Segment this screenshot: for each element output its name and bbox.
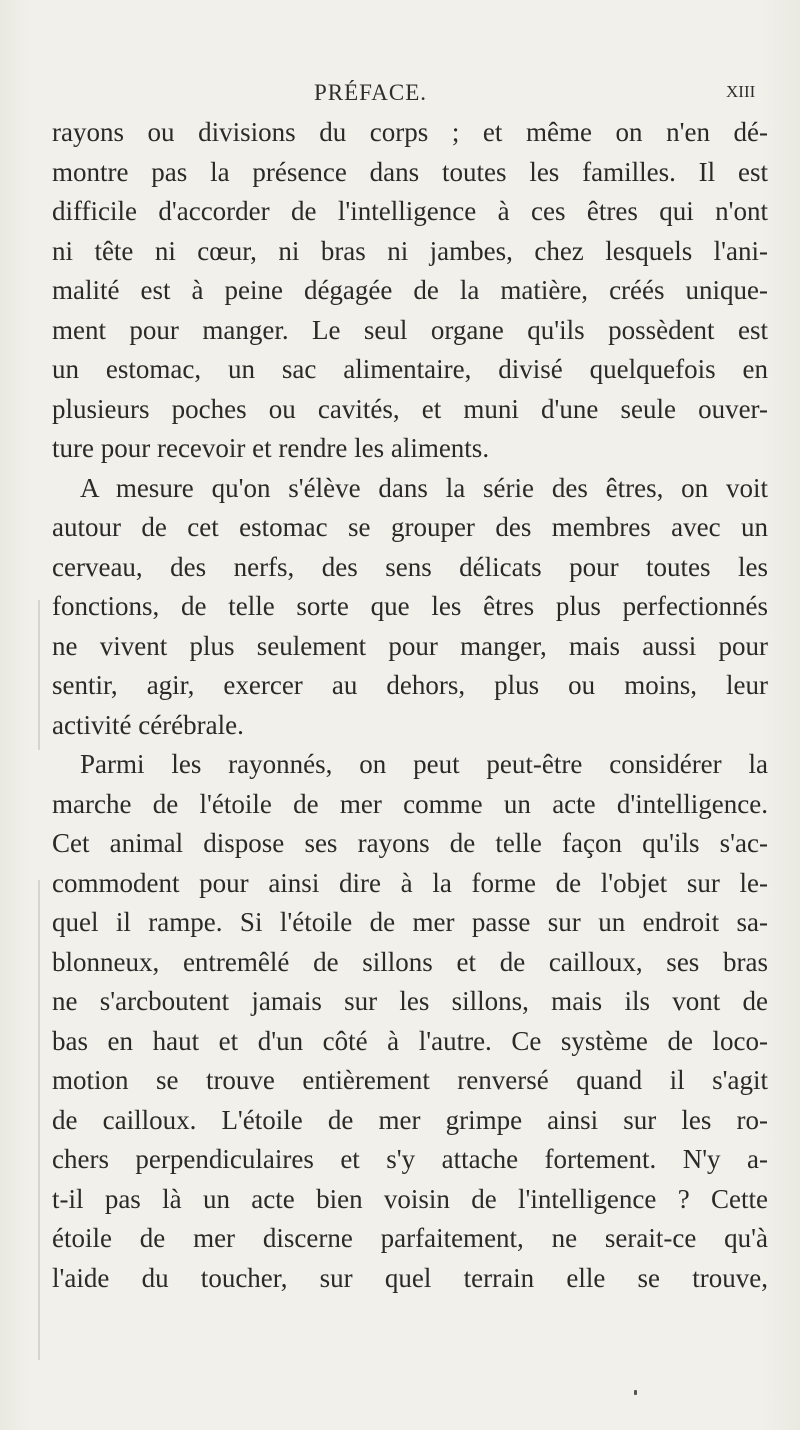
running-head	[0, 80, 800, 110]
text-line: malité est à peine dégagée de la matière, créés unique-	[52, 275, 768, 305]
text-line: étoile de mer discerne parfaitement, ne serait-ce qu'à	[52, 1223, 768, 1253]
page-number: XIII	[726, 82, 756, 101]
margin-shadow	[38, 600, 40, 750]
print-speck	[634, 1390, 637, 1395]
text-line: ture pour recevoir et rendre les aliments.	[52, 433, 490, 463]
page-title: PRÉFACE.	[314, 80, 428, 105]
text-line: commodent pour ainsi dire à la forme de l'objet sur le-	[52, 867, 768, 898]
text-line: rayons ou divisions du corps ; et même on n'en dé-	[52, 117, 768, 147]
text-line: sentir, agir, exercer au dehors, plus ou moins, leur	[52, 670, 768, 700]
text-line: activité cérébrale.	[52, 709, 244, 740]
text-line: Cet animal dispose ses rayons de telle façon qu'ils s'ac-	[52, 828, 768, 858]
text-line: un estomac, un sac alimentaire, divisé quelquefois en	[52, 354, 768, 384]
text-line: l'aide du toucher, sur quel terrain elle se trouve,	[52, 1262, 768, 1293]
text-line: cerveau, des nerfs, des sens délicats pour toutes les	[52, 551, 768, 582]
text-line: bas en haut et d'un côté à l'autre. Ce système de loco-	[52, 1025, 768, 1056]
body-text	[52, 113, 768, 1298]
text-line: ne vivent plus seulement pour manger, mais aussi pour	[52, 630, 768, 661]
text-line: quel il rampe. Si l'étoile de mer passe sur un endroit sa-	[52, 907, 768, 937]
text-line: fonctions, de telle sorte que les êtres plus perfectionnés	[52, 591, 768, 621]
text-line: ne s'arcboutent jamais sur les sillons, mais ils vont de	[52, 986, 768, 1016]
margin-shadow	[38, 880, 40, 1360]
text-line: ment pour manger. Le seul organe qu'ils possèdent est	[52, 314, 768, 345]
text-line: ni tête ni cœur, ni bras ni jambes, chez lesquels l'ani-	[52, 235, 768, 266]
text-line: t-il pas là un acte bien voisin de l'intelligence ? Cette	[52, 1183, 768, 1214]
text-line: montre pas la présence dans toutes les familles. Il est	[52, 156, 768, 187]
text-line: chers perpendiculaires et s'y attache fortement. N'y a-	[52, 1144, 768, 1174]
text-line: motion se trouve entièrement renversé quand il s'agit	[52, 1065, 768, 1095]
text-line: A mesure qu'on s'élève dans la série des êtres, on voit	[80, 472, 768, 503]
text-line: marche de l'étoile de mer comme un acte d'intelligence.	[52, 788, 768, 819]
text-line: plusieurs poches ou cavités, et muni d'une seule ouver-	[52, 393, 768, 424]
text-line: de cailloux. L'étoile de mer grimpe ainsi sur les ro-	[52, 1104, 768, 1135]
text-line: Parmi les rayonnés, on peut peut-être considérer la	[80, 749, 768, 779]
text-line: blonneux, entremêlé de sillons et de cailloux, ses bras	[52, 946, 768, 977]
text-line: autour de cet estomac se grouper des membres avec un	[52, 512, 768, 542]
text-line: difficile d'accorder de l'intelligence à ces êtres qui n'ont	[52, 196, 768, 226]
